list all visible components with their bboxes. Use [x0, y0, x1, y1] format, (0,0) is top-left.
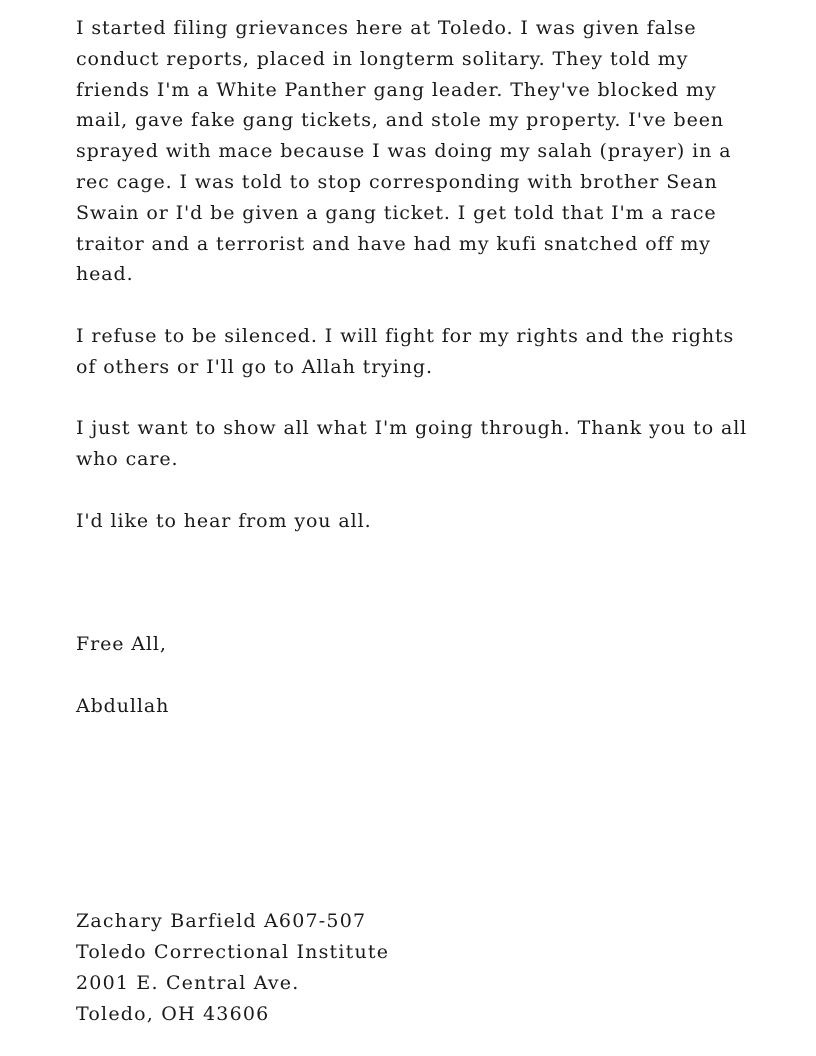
letter-body — [76, 13, 756, 567]
letter-paragraph: I'd like to hear from you all. — [76, 509, 372, 532]
address-city: Toledo, OH 43606 — [76, 1003, 270, 1025]
address-institution: Toledo Correctional Institute — [76, 941, 390, 963]
letter-closing-block — [76, 629, 169, 752]
mailing-address — [76, 906, 389, 1030]
letter-paragraph: I refuse to be silenced. I will fight for my rights and the rights of others or I'll go to Allah trying. — [76, 324, 735, 378]
letter-closing: Free All, — [76, 633, 167, 655]
letter-paragraph: I just want to show all what I'm going through. Thank you to all who care. — [76, 417, 748, 471]
letter-signature: Abdullah — [76, 694, 170, 717]
address-name: Zachary Barfield A607-507 — [76, 910, 367, 932]
letter-paragraph: I started filing grievances here at Toledo. I was given false conduct reports, placed in longterm solitary. They told my friends I'm a White Panther gang leader. They've blocked my mail, gave fake gang tickets, and stole my property. I've been sprayed with mace because I was doing my salah (prayer) in a rec cage. I was told to stop corresponding with brother Sean Swain or I'd be given a gang ticket. I get told that I'm a race traitor and a terrorist and have had my kufi snatched off my head. — [76, 17, 732, 286]
address-street: 2001 E. Central Ave. — [76, 972, 300, 994]
